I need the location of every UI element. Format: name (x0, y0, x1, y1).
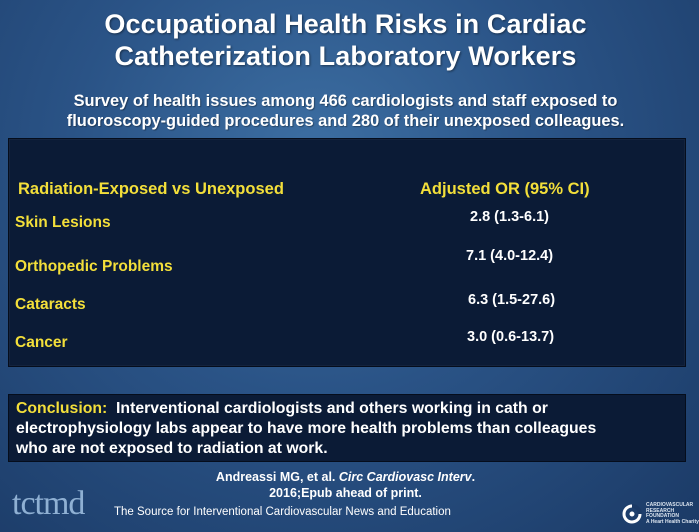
crf-line-1: CARDIOVASCULAR (646, 502, 694, 508)
conclusion-text (16, 399, 686, 459)
slide-title-line-2: Catheterization Laboratory Workers (114, 41, 577, 71)
slide-title-line-1: Occupational Health Risks in Cardiac (104, 9, 587, 39)
row-label-orthopedic-problems: Orthopedic Problems (15, 258, 173, 275)
citation-details: 2016;Epub ahead of print. (269, 486, 422, 500)
citation-journal: Circ Cardiovasc Interv (338, 470, 472, 484)
table-header-adjusted-or: Adjusted OR (95% CI) (420, 180, 590, 198)
conclusion-label: Conclusion: (16, 400, 108, 417)
row-label-cataracts: Cataracts (15, 296, 86, 313)
row-label-cancer: Cancer (15, 334, 68, 351)
citation: Andreassi MG, et al. Circ Cardiovasc Interv. 2016;Epub ahead of print. (0, 469, 691, 501)
slide-subtitle-line-2: fluoroscopy-guided procedures and 280 of their unexposed colleagues. (66, 112, 625, 130)
slide-title (0, 8, 691, 72)
conclusion-line-1: Interventional cardiologists and others working in cath or (116, 400, 548, 417)
citation-authors: Andreassi MG, et al. (215, 470, 336, 484)
row-value-orthopedic-problems: 7.1 (4.0-12.4) (466, 248, 554, 264)
conclusion-line-2: electrophysiology labs appear to have more health problems than colleagues (16, 420, 597, 437)
footer-tagline: The Source for Interventional Cardiovascular News and Education (114, 506, 451, 518)
row-label-skin-lesions: Skin Lesions (15, 214, 111, 231)
row-value-cancer: 3.0 (0.6-13.7) (467, 329, 555, 345)
crf-wordmark (646, 503, 699, 525)
table-header-comparison: Radiation-Exposed vs Unexposed (18, 180, 284, 198)
crf-line-4: A Heart Health Charity (646, 518, 699, 525)
row-value-cataracts: 6.3 (1.5-27.6) (468, 292, 556, 308)
conclusion-line-3: who are not exposed to radiation at work. (16, 440, 328, 457)
row-value-skin-lesions: 2.8 (1.3-6.1) (470, 209, 549, 225)
crf-line-3: FOUNDATION (646, 513, 679, 519)
crf-emblem-icon (622, 504, 642, 524)
slide-subtitle (0, 91, 691, 131)
conclusion-box (8, 394, 686, 462)
slide-subtitle-line-1: Survey of health issues among 466 cardiologists and staff exposed to (73, 92, 618, 110)
tctmd-logo: tctmd (12, 485, 85, 522)
results-table (8, 138, 686, 367)
crf-line-2: RESEARCH (646, 507, 675, 514)
